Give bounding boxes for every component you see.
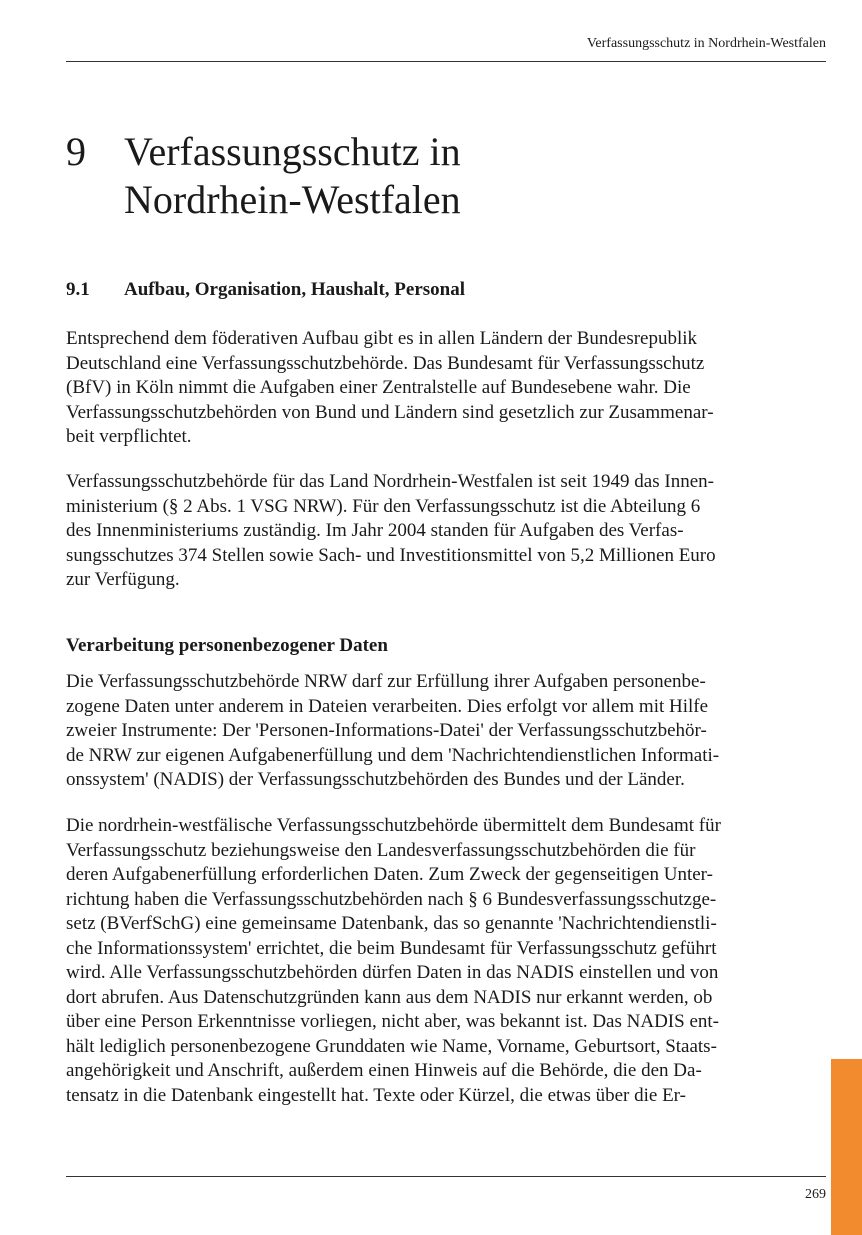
footer-rule — [66, 1176, 826, 1177]
text-line: deren Aufgabenerfüllung erforderlichen Daten. Zum Zweck der gegenseitigen Unter- — [66, 864, 713, 885]
text-line: dort abrufen. Aus Datenschutzgründen kann aus dem NADIS nur erkannt werden, ob — [66, 986, 713, 1008]
text-line: hält lediglich personenbezogene Grunddaten wie Name, Vorname, Geburtsort, Staats- — [66, 1035, 717, 1057]
text-line: sungsschutzes 374 Stellen sowie Sach- und Investitionsmittel von 5,2 Millionen Euro — [66, 544, 716, 566]
text-line: zur Verfügung. — [66, 569, 180, 590]
text-line: Verfassungsschutzbehörden von Bund und Ländern sind gesetzlich zur Zusammenar- — [66, 401, 714, 423]
subheading: Verarbeitung personenbezogener Daten — [66, 635, 388, 656]
text-line: Verfassungsschutz beziehungsweise den Landesverfassungsschutzbehörden die für — [66, 839, 696, 861]
section-title: Aufbau, Organisation, Haushalt, Personal — [124, 279, 465, 300]
page-number: 269 — [805, 1187, 826, 1202]
text-line: ministerium (§ 2 Abs. 1 VSG NRW). Für den Verfassungsschutz ist die Abteilung 6 — [66, 495, 701, 517]
text-line: richtung haben die Verfassungsschutzbehörden nach § 6 Bundesverfassungsschutzge- — [66, 888, 717, 910]
chapter-number: 9 — [66, 129, 86, 174]
text-line: Die nordrhein-westfälische Verfassungsschutzbehörde übermittelt dem Bundesamt für — [66, 815, 721, 836]
text-line: zweier Instrumente: Der 'Personen-Informations-Datei' der Verfassungsschutzbehör- — [66, 720, 707, 741]
text-line: tensatz in die Datenbank eingestellt hat. Texte oder Kürzel, die etwas über die Er- — [66, 1084, 686, 1106]
section-heading — [66, 278, 465, 302]
paragraph-4 — [66, 814, 786, 1108]
text-line: (BfV) in Köln nimmt die Aufgaben einer Zentralstelle auf Bundesebene wahr. Die — [66, 377, 691, 398]
text-line: zogene Daten unter anderem in Dateien verarbeiten. Dies erfolgt vor allem mit Hilfe — [66, 695, 709, 717]
chapter-title-line: Nordrhein-Westfalen — [124, 177, 461, 222]
chapter-thumb-tab — [831, 1059, 862, 1235]
text-line: setz (BVerfSchG) eine gemeinsame Datenbank, das so genannte 'Nachrichtendienstli- — [66, 913, 717, 934]
text-line: onssystem' (NADIS) der Verfassungsschutzbehörden des Bundes und der Länder. — [66, 769, 685, 790]
paragraph-3 — [66, 670, 786, 793]
header-rule — [66, 61, 826, 62]
text-line: Verfassungsschutzbehörde für das Land Nordrhein-Westfalen ist seit 1949 das Innen- — [66, 471, 714, 492]
text-line: che Informationssystem' errichtet, die beim Bundesamt für Verfassungsschutz geführt — [66, 937, 717, 959]
chapter-title-line: Verfassungsschutz in — [124, 129, 461, 174]
text-line: beit verpflichtet. — [66, 426, 192, 447]
section-number: 9.1 — [66, 279, 90, 300]
text-line: über eine Person Erkenntnisse vorliegen, nicht aber, was bekannt ist. Das NADIS ent- — [66, 1011, 719, 1032]
text-line: de NRW zur eigenen Aufgabenerfüllung und dem 'Nachrichtendienstlichen Informati- — [66, 744, 720, 766]
running-header: Verfassungsschutz in Nordrhein-Westfalen — [586, 36, 826, 51]
text-line: wird. Alle Verfassungsschutzbehörden dürfen Daten in das NADIS einstellen und von — [66, 962, 719, 983]
text-line: Deutschland eine Verfassungsschutzbehörde. Das Bundesamt für Verfassungsschutz — [66, 352, 705, 374]
text-line: angehörigkeit und Anschrift, außerdem einen Hinweis auf die Behörde, die den Da- — [66, 1060, 702, 1081]
text-line: Entsprechend dem föderativen Aufbau gibt es in allen Ländern der Bundesrepublik — [66, 328, 698, 349]
text-line: des Innenministeriums zuständig. Im Jahr 2004 standen für Aufgaben des Verfas- — [66, 520, 684, 541]
paragraph-2 — [66, 470, 786, 593]
chapter-title — [124, 128, 724, 224]
paragraph-1 — [66, 327, 786, 450]
text-line: Die Verfassungsschutzbehörde NRW darf zur Erfüllung ihrer Aufgaben personenbe- — [66, 671, 706, 692]
